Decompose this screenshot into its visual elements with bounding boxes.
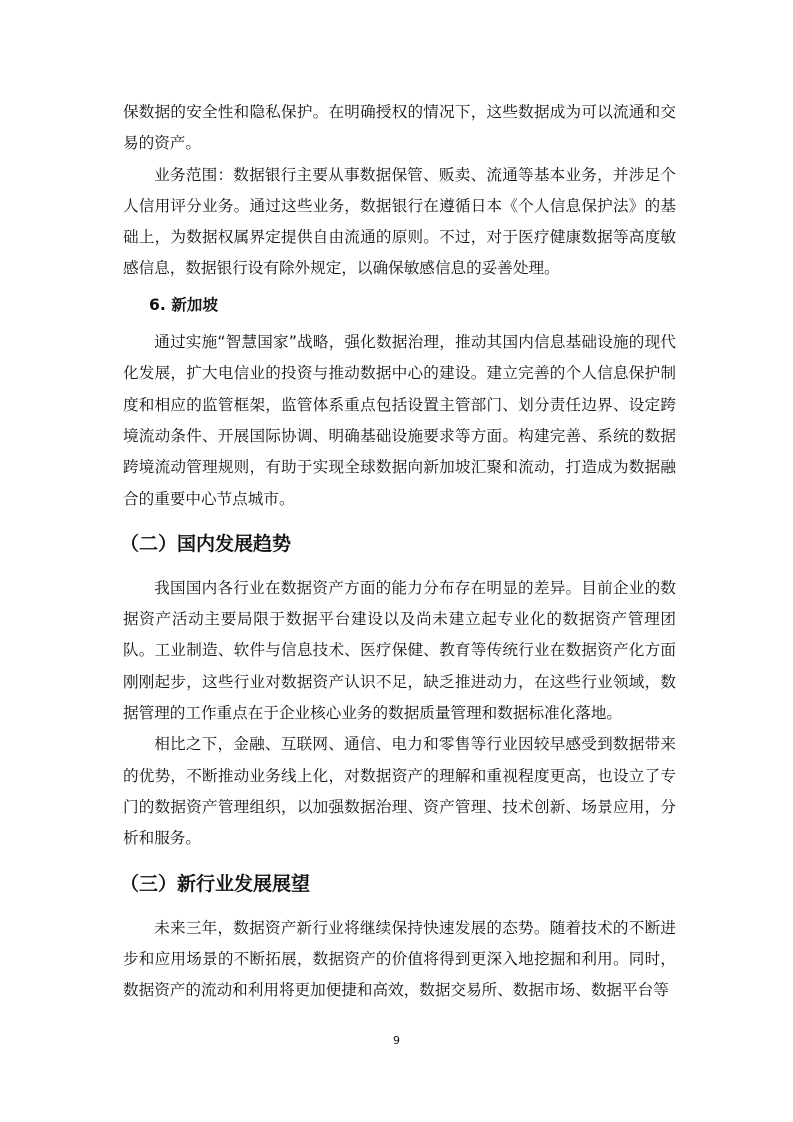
section-heading-industry-outlook: （三）新行业发展展望 (120, 872, 311, 895)
subheading-singapore: 6. 新加坡 (149, 295, 218, 314)
paragraph-continuation: 保数据的安全性和隐私保护。在明确授权的情况下，这些数据成为可以流通和交易的资产。 (123, 103, 676, 153)
page-number: 9 (393, 1034, 400, 1047)
section-heading-domestic-trends: （二）国内发展趋势 (120, 532, 292, 555)
paragraph-singapore: 通过实施“智慧国家”战略，强化数据治理，推动其国内信息基础设施的现代化发展，扩大电信业的投资与推动数据中心的建设。建立完善的个人信息保护制度和相应的监管框架，监管体系重点包括设置主管部门、划分责任边界、设定跨境流动条件、开展国际协调、明确基础设施要求等方面。构建完善、系统的数据跨境流动管理规则，有助于实现全球数据向新加坡汇聚和流动，打造成为数据融合的重要中心节点城市。 (123, 333, 676, 508)
paragraph-business-scope: 业务范围：数据银行主要从事数据保管、贩卖、流通等基本业务，并涉足个人信用评分业务。通过这些业务，数据银行在遵循日本《个人信息保护法》的基础上，为数据权属界定提供自由流通的原则。不过，对于医疗健康数据等高度敏感信息，数据银行设有除外规定，以确保敏感信息的妥善处理。 (123, 165, 676, 278)
paragraph-domestic-comparison: 相比之下，金融、互联网、通信、电力和零售等行业因较早感受到数据带来的优势，不断推动业务线上化，对数据资产的理解和重视程度更高，也设立了专门的数据资产管理组织，以加强数据治理、资产管理、技术创新、场景应用，分析和服务。 (123, 735, 676, 848)
page-body (120, 97, 676, 1006)
paragraph-domestic-capability: 我国国内各行业在数据资产方面的能力分布存在明显的差异。目前企业的数据资产活动主要局限于数据平台建设以及尚未建立起专业化的数据资产管理团队。工业制造、软件与信息技术、医疗保健、教育等传统行业在数据资产化方面刚刚起步，这些行业对数据资产认识不足，缺乏推进动力，在这些行业领域，数据管理的工作重点在于企业核心业务的数据质量管理和数据标准化落地。 (123, 578, 676, 723)
paragraph-outlook: 未来三年，数据资产新行业将继续保持快速发展的态势。随着技术的不断进步和应用场景的不断拓展，数据资产的价值将得到更深入地挖掘和利用。同时，数据资产的流动和利用将更加便捷和高效，数据交易所、数据市场、数据平台等 (123, 918, 676, 1000)
